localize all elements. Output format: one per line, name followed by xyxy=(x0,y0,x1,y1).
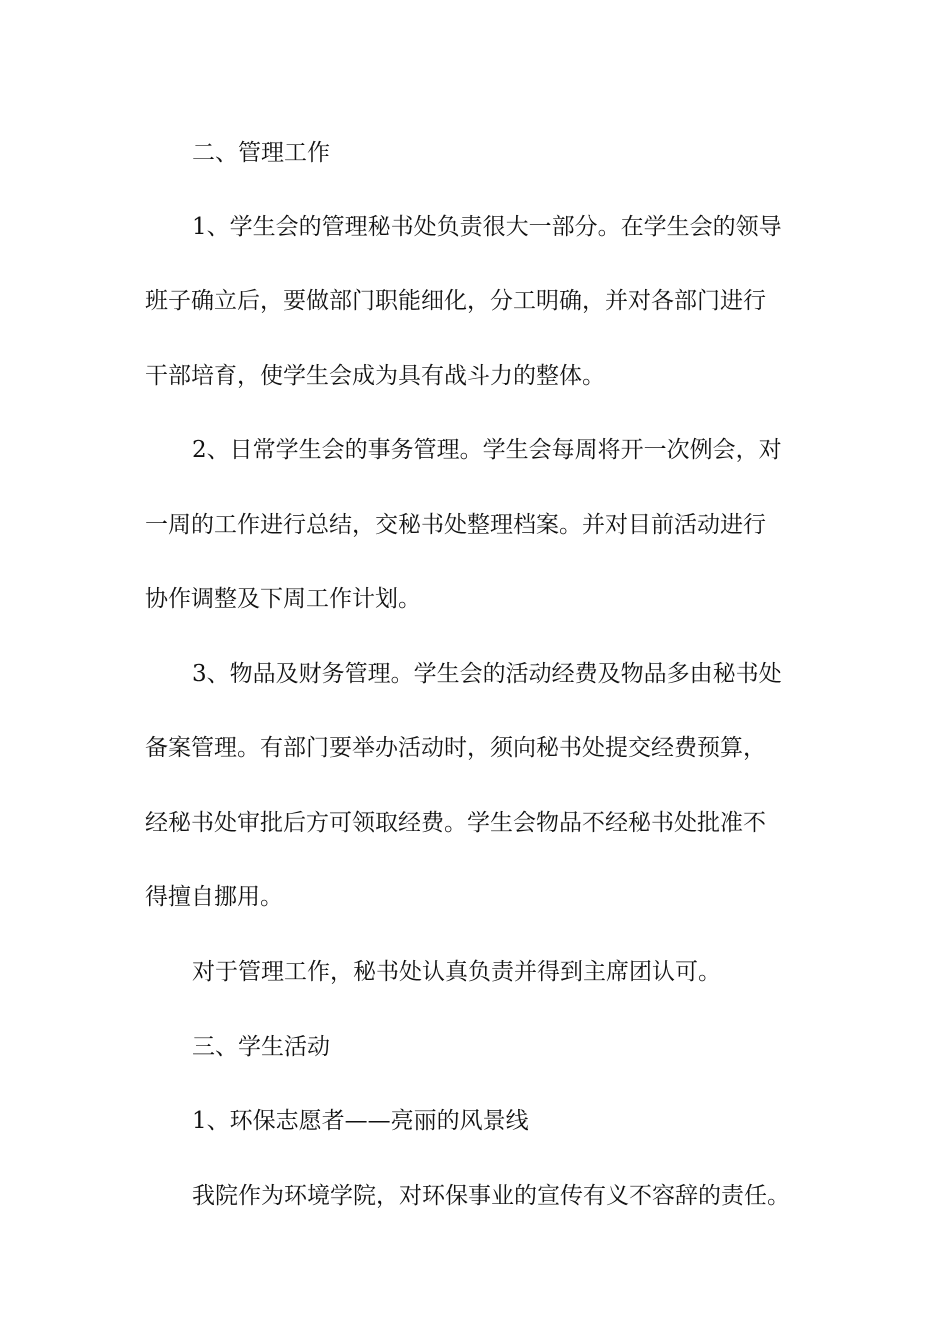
paragraph-line: 班子确立后，要做部门职能细化，分工明确，并对各部门进行 xyxy=(145,288,766,314)
section-heading-management: 二、管理工作 xyxy=(192,140,330,166)
paragraph-line: 得擅自挪用。 xyxy=(145,884,283,910)
paragraph-line: 经秘书处审批后方可领取经费。学生会物品不经秘书处批准不 xyxy=(145,810,766,836)
paragraph-line: 协作调整及下周工作计划。 xyxy=(145,586,421,612)
paragraph-line: 对于管理工作，秘书处认真负责并得到主席团认可。 xyxy=(192,959,721,985)
paragraph-line: 1、学生会的管理秘书处负责很大一部分。在学生会的领导 xyxy=(192,214,782,240)
paragraph-line: 2、日常学生会的事务管理。学生会每周将开一次例会，对 xyxy=(192,437,782,463)
subsection-heading: 1、环保志愿者——亮丽的风景线 xyxy=(192,1108,529,1134)
paragraph-line: 备案管理。有部门要举办活动时，须向秘书处提交经费预算， xyxy=(145,735,766,761)
section-heading-activities: 三、学生活动 xyxy=(192,1034,330,1060)
paragraph-line: 一周的工作进行总结，交秘书处整理档案。并对目前活动进行 xyxy=(145,512,766,538)
paragraph-line: 干部培育，使学生会成为具有战斗力的整体。 xyxy=(145,363,605,389)
paragraph-line: 3、物品及财务管理。学生会的活动经费及物品多由秘书处 xyxy=(192,661,782,687)
paragraph-line: 我院作为环境学院，对环保事业的宣传有义不容辞的责任。 xyxy=(192,1183,790,1209)
